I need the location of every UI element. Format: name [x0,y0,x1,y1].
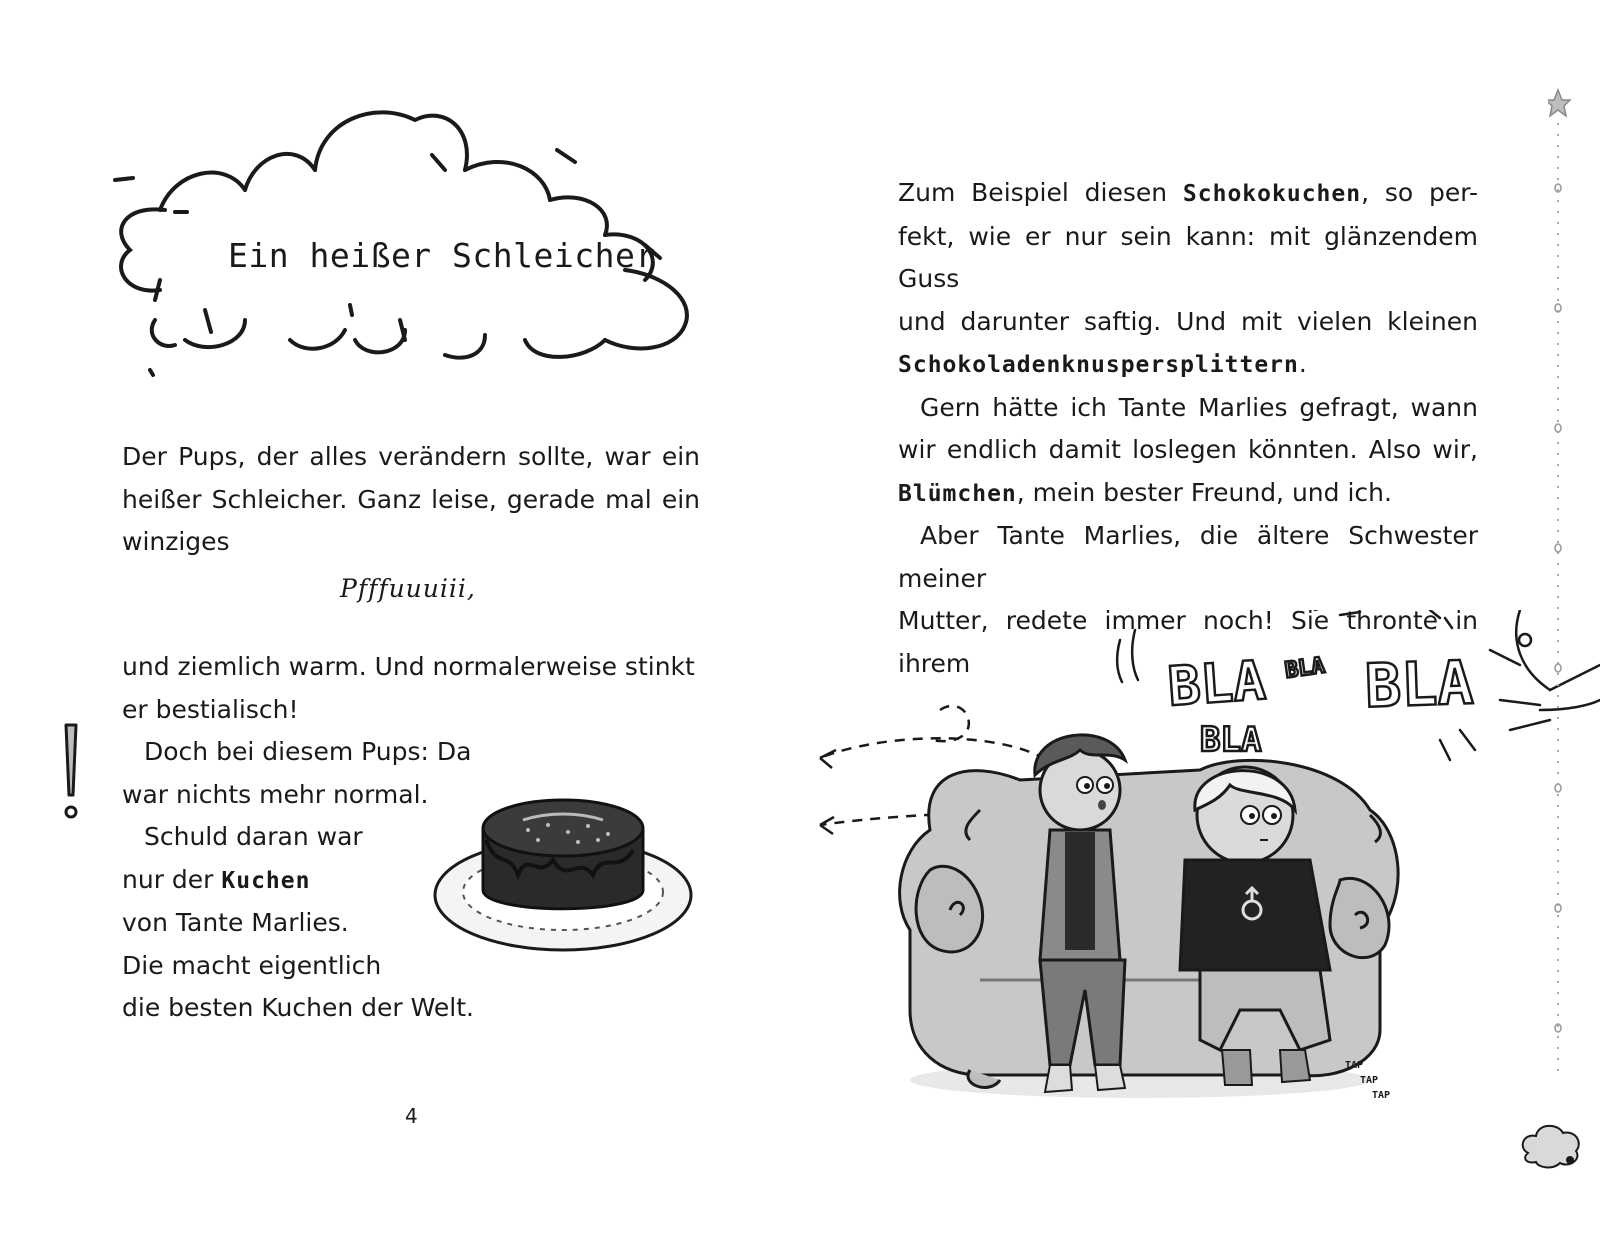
text-line: Der Pups, der alles verändern sollte, war ein [122,442,700,471]
tap-sound-1: TAP [1345,1060,1364,1071]
margin-dotted-line [1548,88,1578,1088]
text-line: Gern hätte ich Tante Marlies gefragt, wann [920,392,1478,422]
text-line: fekt, wie er nur sein kann: mit glänzendem Guss [898,221,1478,293]
text-line: Doch bei diesem Pups: Da [144,737,472,766]
text-run: nur der [122,864,222,894]
tap-sound-2: TAP [1360,1075,1379,1086]
text-run: , mein bester Freund, und ich. [1016,477,1392,507]
left-paragraph-1 [122,436,700,564]
chapter-title: Ein heißer Schleicher [228,236,656,275]
bold-word: Blümchen [898,480,1017,507]
text-line: wir endlich damit loslegen könnten. Also wir, [898,435,1478,464]
text-line: und ziemlich warm. Und normalerweise stinkt [122,652,695,681]
text-line: Die macht eigentlich [122,950,382,980]
text-line: winziges [122,527,230,556]
text-line: Schuld daran war [144,822,363,851]
bla-big-2: BLA [1363,648,1475,722]
right-paragraph [898,172,1478,685]
text-line: heißer Schleicher. Ganz leise, gerade mal ein [122,484,700,514]
cloud-creature-icon [1518,1118,1588,1173]
text-line: Mutter, redete immer noch! Sie thronte in ihrem [898,606,1478,678]
text-line: er bestialisch! [122,694,299,724]
text-line [898,172,1478,216]
fart-sound-text: Pfffuuuiii, [340,574,476,603]
bla-big-1: BLA [1165,648,1268,719]
bold-word: Schokokuchen [1182,181,1362,207]
text-line [898,343,1478,387]
exclamation-icon [56,720,86,830]
text-line: Aber Tante Marlies, die ältere Schwester meiner [898,521,1478,593]
bold-word: Kuchen [221,867,311,894]
text-line: und darunter saftig. Und mit vielen kleinen [898,306,1478,336]
text-line: war nichts mehr normal. [122,779,429,809]
text-run: . [1298,349,1307,378]
tap-sound-3: TAP [1372,1090,1391,1101]
bla-bottom: BLA [1200,720,1262,760]
text-run: , so per- [1361,178,1478,207]
bold-word: Schokoladenknuspersplittern [898,352,1299,378]
text-run: Zum Beispiel diesen [898,178,1183,207]
text-line: von Tante Marlies. [122,908,349,937]
bla-small: BLA [1283,653,1327,684]
page-number: 4 [405,1104,418,1128]
text-line [898,472,1478,516]
text-line: die besten Kuchen der Welt. [122,993,474,1022]
